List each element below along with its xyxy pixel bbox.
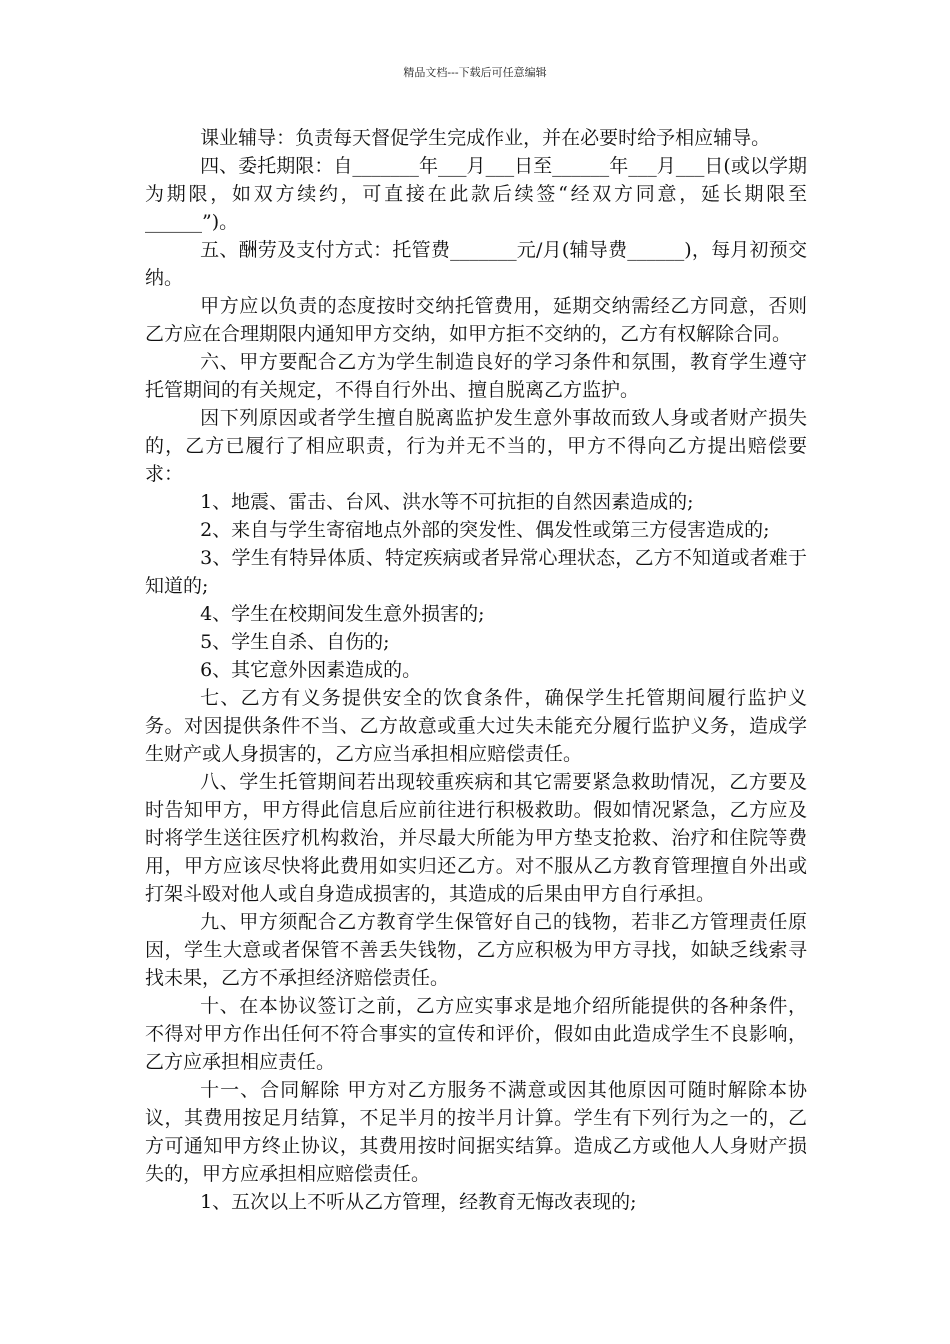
document-body [145,124,807,1216]
paragraph-term: 四、委托期限：自_______年___月___日至______年___月___日(或以学期为期限，如双方续约，可直接在此款后续签“经双方同意，延长期限至______”)。 [145,155,807,233]
paragraph-clause-11: 十一、合同解除 甲方对乙方服务不满意或因其他原因可随时解除本协议，其费用按足月结算，不足半月的按半月计算。学生有下列行为之一的，乙方可通知甲方终止协议，其费用按时间据实结算。造成乙方或他人人身财产损失的，甲方应承担相应赔偿责任。 [145,1079,807,1185]
paragraph-exemptions: 因下列原因或者学生擅自脱离监护发生意外事故而致人身或者财产损失的，乙方已履行了相应职责，行为并无不当的，甲方不得向乙方提出赔偿要求： [145,407,807,485]
list-item: 1、五次以上不听从乙方管理，经教育无悔改表现的; [200,1191,637,1213]
paragraph-late-payment: 甲方应以负责的态度按时交纳托管费用，延期交纳需经乙方同意，否则乙方应在合理期限内通知甲方交纳，如甲方拒不交纳的，乙方有权解除合同。 [145,295,807,345]
page-header: 精品文档---下载后可任意编辑 [403,66,547,79]
paragraph-clause-7: 七、乙方有义务提供安全的饮食条件，确保学生托管期间履行监护义务。对因提供条件不当、乙方故意或重大过失未能充分履行监护义务，造成学生财产或人身损害的，乙方应当承担相应赔偿责任。 [145,687,807,765]
list-item: 6、其它意外因素造成的。 [200,659,422,681]
paragraph-tutoring: 课业辅导：负责每天督促学生完成作业，并在必要时给予相应辅导。 [200,127,771,149]
paragraph-clause-6: 六、甲方要配合乙方为学生制造良好的学习条件和氛围，教育学生遵守托管期间的有关规定，不得自行外出、擅自脱离乙方监护。 [145,351,807,401]
list-item: 4、学生在校期间发生意外损害的; [200,603,485,625]
list-item: 5、学生自杀、自伤的; [200,631,390,653]
list-item: 3、学生有特异体质、特定疾病或者异常心理状态，乙方不知道或者难于知道的; [145,547,807,597]
paragraph-payment: 五、酬劳及支付方式：托管费_______元/月(辅导费______)，每月初预交纳。 [145,239,807,289]
paragraph-clause-8: 八、学生托管期间若出现较重疾病和其它需要紧急救助情况，乙方要及时告知甲方，甲方得此信息后应前往进行积极救助。假如情况紧急，乙方应及时将学生送往医疗机构救治，并尽最大所能为甲方垫支抢救、治疗和住院等费用，甲方应该尽快将此费用如实归还乙方。对不服从乙方教育管理擅自外出或打架斗殴对他人或自身造成损害的，其造成的后果由甲方自行承担。 [145,771,807,905]
paragraph-clause-9: 九、甲方须配合乙方教育学生保管好自己的钱物，若非乙方管理责任原因，学生大意或者保管不善丢失钱物，乙方应积极为甲方寻找，如缺乏线索寻找未果，乙方不承担经济赔偿责任。 [145,911,807,989]
list-item: 1、地震、雷击、台风、洪水等不可抗拒的自然因素造成的; [200,491,694,513]
list-item: 2、来自与学生寄宿地点外部的突发性、偶发性或第三方侵害造成的; [200,519,770,541]
paragraph-clause-10: 十、在本协议签订之前，乙方应实事求是地介绍所能提供的各种条件，不得对甲方作出任何不符合事实的宣传和评价，假如由此造成学生不良影响，乙方应承担相应责任。 [145,995,807,1073]
